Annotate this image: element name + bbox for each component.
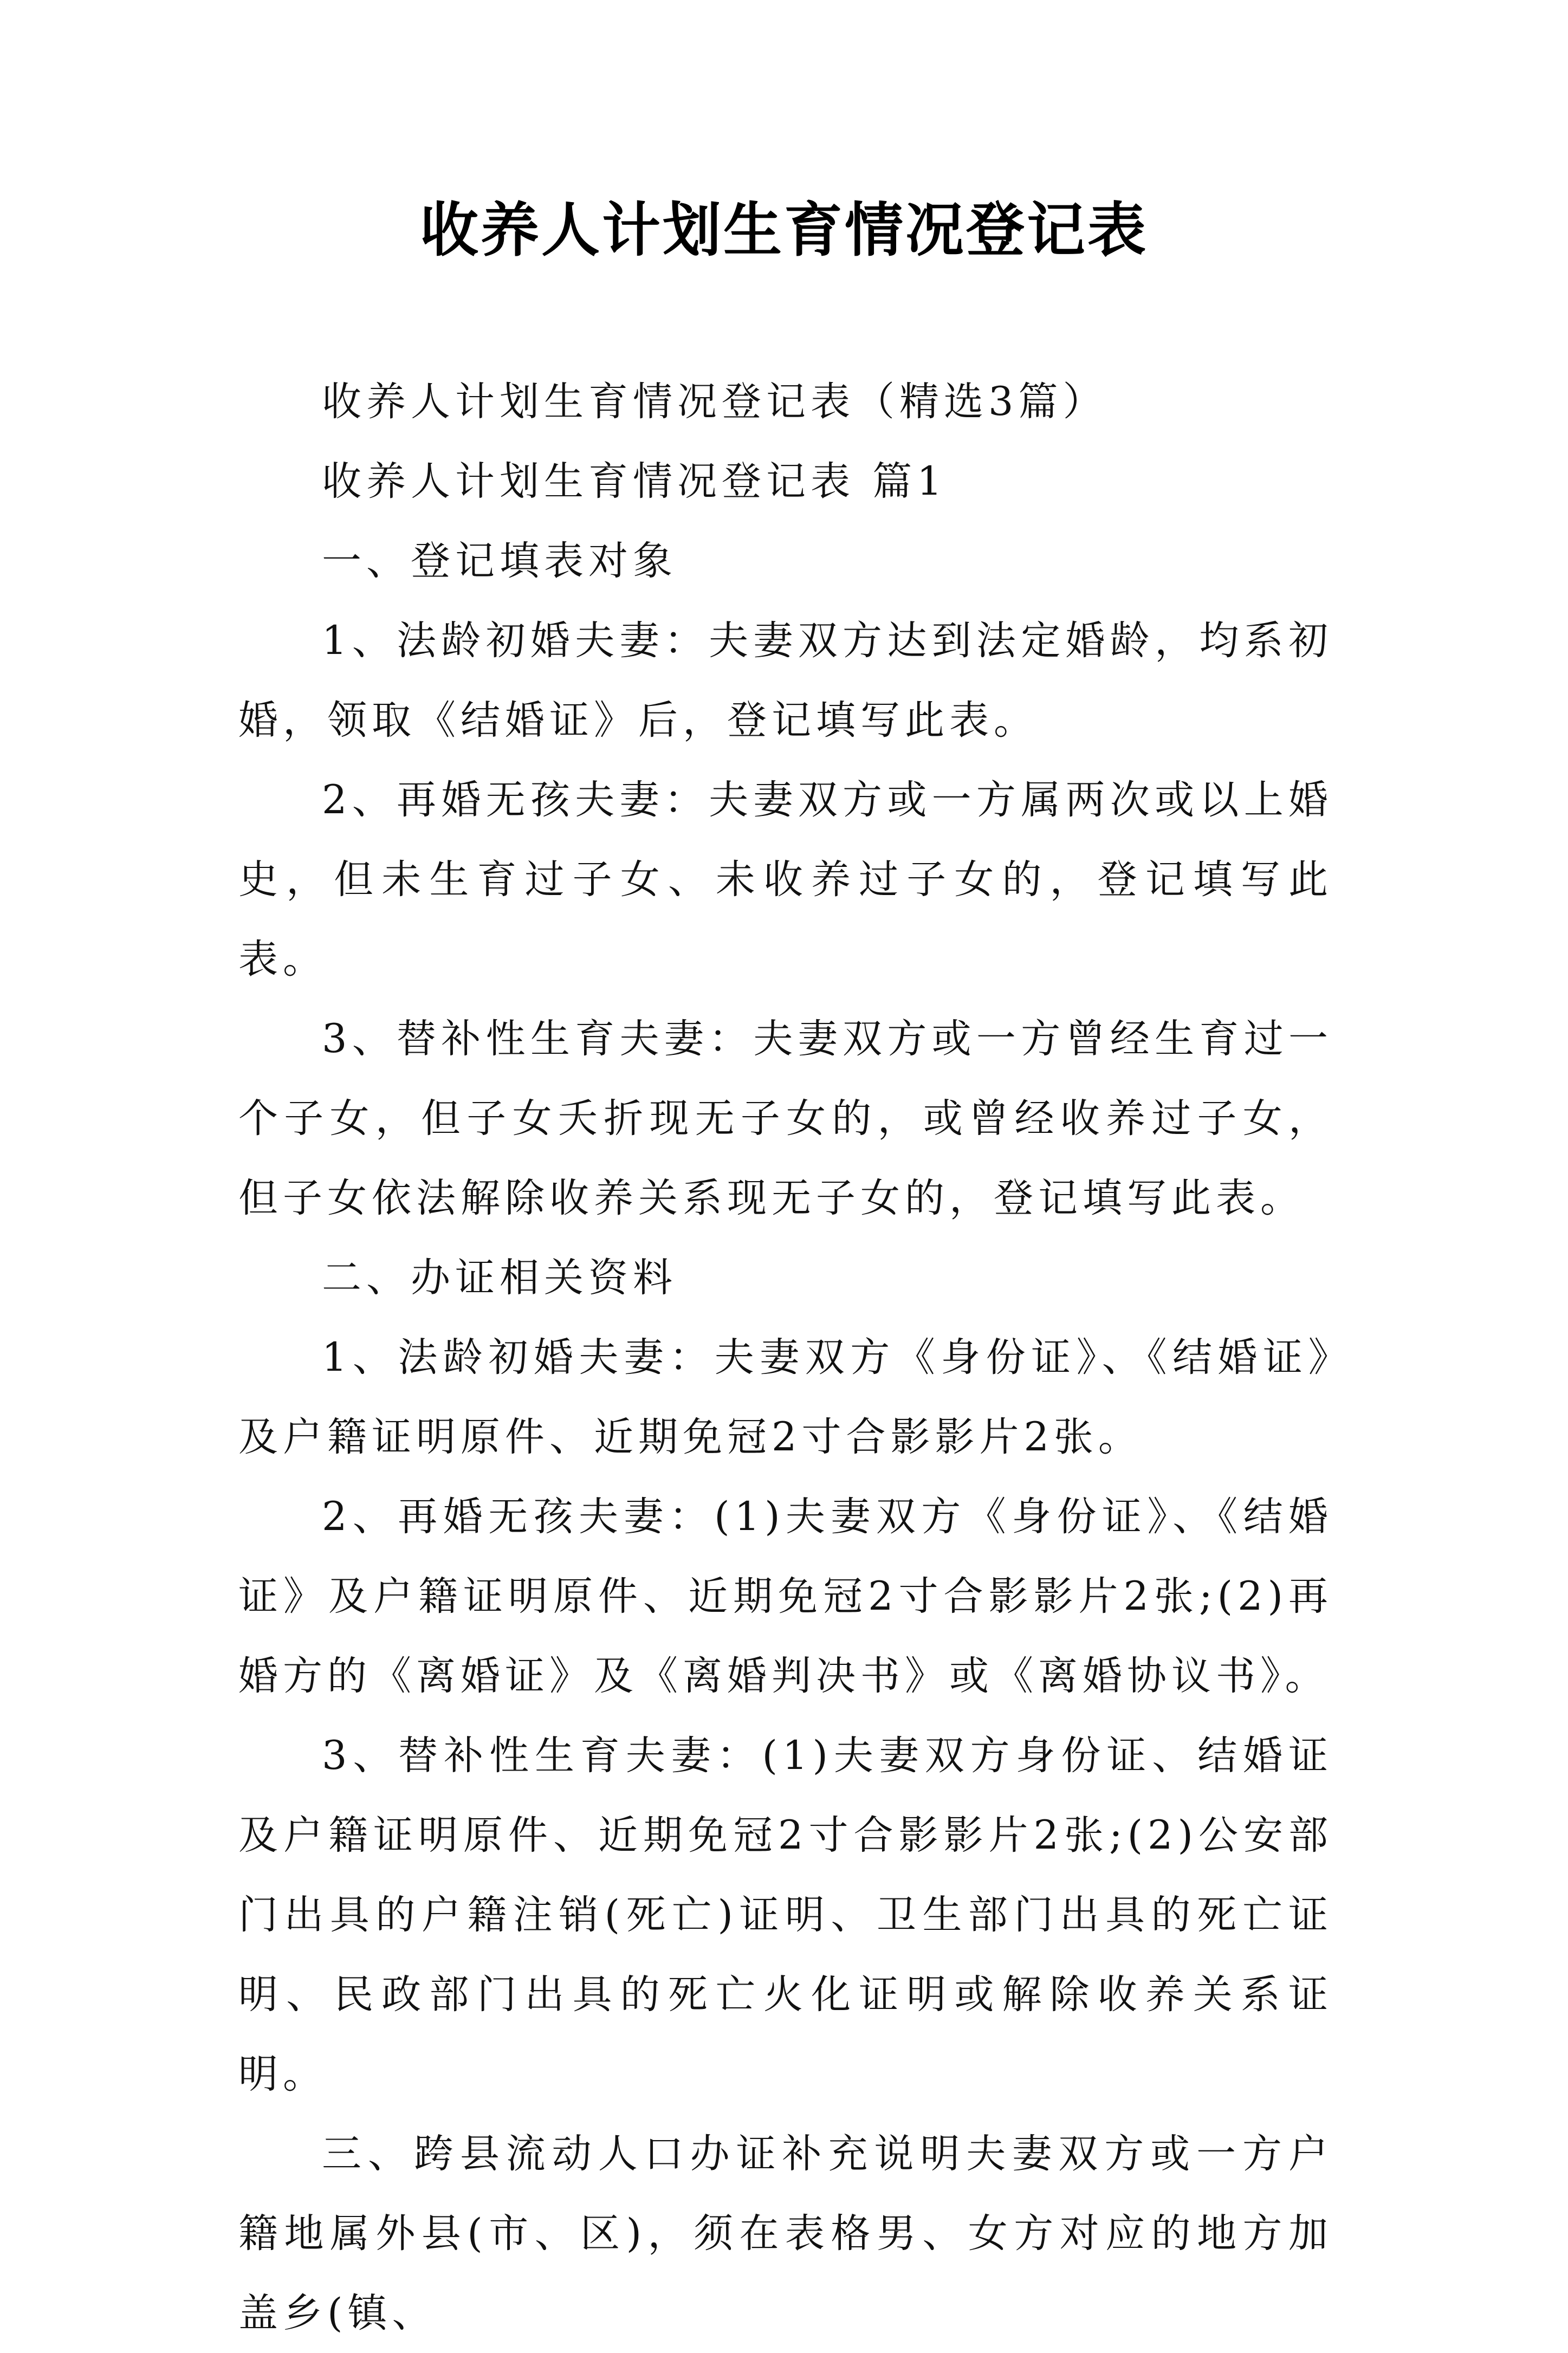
paragraph-heading-2: 二、办证相关资料 <box>322 1255 677 1301</box>
paragraph-item: 1、法龄初婚夫妻：夫妻双方《身份证》、《结婚证》及户籍证明原件、近期免冠2寸合影影片2张。 <box>238 1334 1333 1460</box>
paragraph-item: 2、再婚无孩夫妻：(1)夫妻双方《身份证》、《结婚证》及户籍证明原件、近期免冠2寸合影影片2张;(2)再婚方的《离婚证》及《离婚判决书》或《离婚协议书》。 <box>238 1494 1333 1699</box>
paragraph-item: 2、再婚无孩夫妻：夫妻双方或一方属两次或以上婚史，但未生育过子女、未收养过子女的，登记填写此表。 <box>238 777 1333 982</box>
paragraph-heading-1: 一、登记填表对象 <box>322 538 677 584</box>
paragraph-section-heading: 收养人计划生育情况登记表 篇1 <box>322 458 947 504</box>
paragraph-item: 3、替补性生育夫妻：夫妻双方或一方曾经生育过一个子女，但子女夭折现无子女的，或曾经收养过子女，但子女依法解除收养关系现无子女的，登记填写此表。 <box>238 1016 1333 1221</box>
paragraph-item: 3、替补性生育夫妻：(1)夫妻双方身份证、结婚证及户籍证明原件、近期免冠2寸合影影片2张;(2)公安部门出具的户籍注销(死亡)证明、卫生部门出具的死亡证明、民政部门出具的死亡火化证明或解除收养关系证明。 <box>238 1733 1333 2097</box>
document-title: 收养人计划生育情况登记表 <box>419 196 1148 264</box>
paragraph-heading-3: 三、跨县流动人口办证补充说明夫妻双方或一方户籍地属外县(市、区)，须在表格男、女方对应的地方加盖乡(镇、 <box>238 2131 1333 2336</box>
document-body <box>238 362 1333 2353</box>
paragraph-subtitle: 收养人计划生育情况登记表（精选3篇） <box>322 379 1107 425</box>
paragraph-item: 1、法龄初婚夫妻：夫妻双方达到法定婚龄，均系初婚，领取《结婚证》后，登记填写此表。 <box>238 618 1333 743</box>
